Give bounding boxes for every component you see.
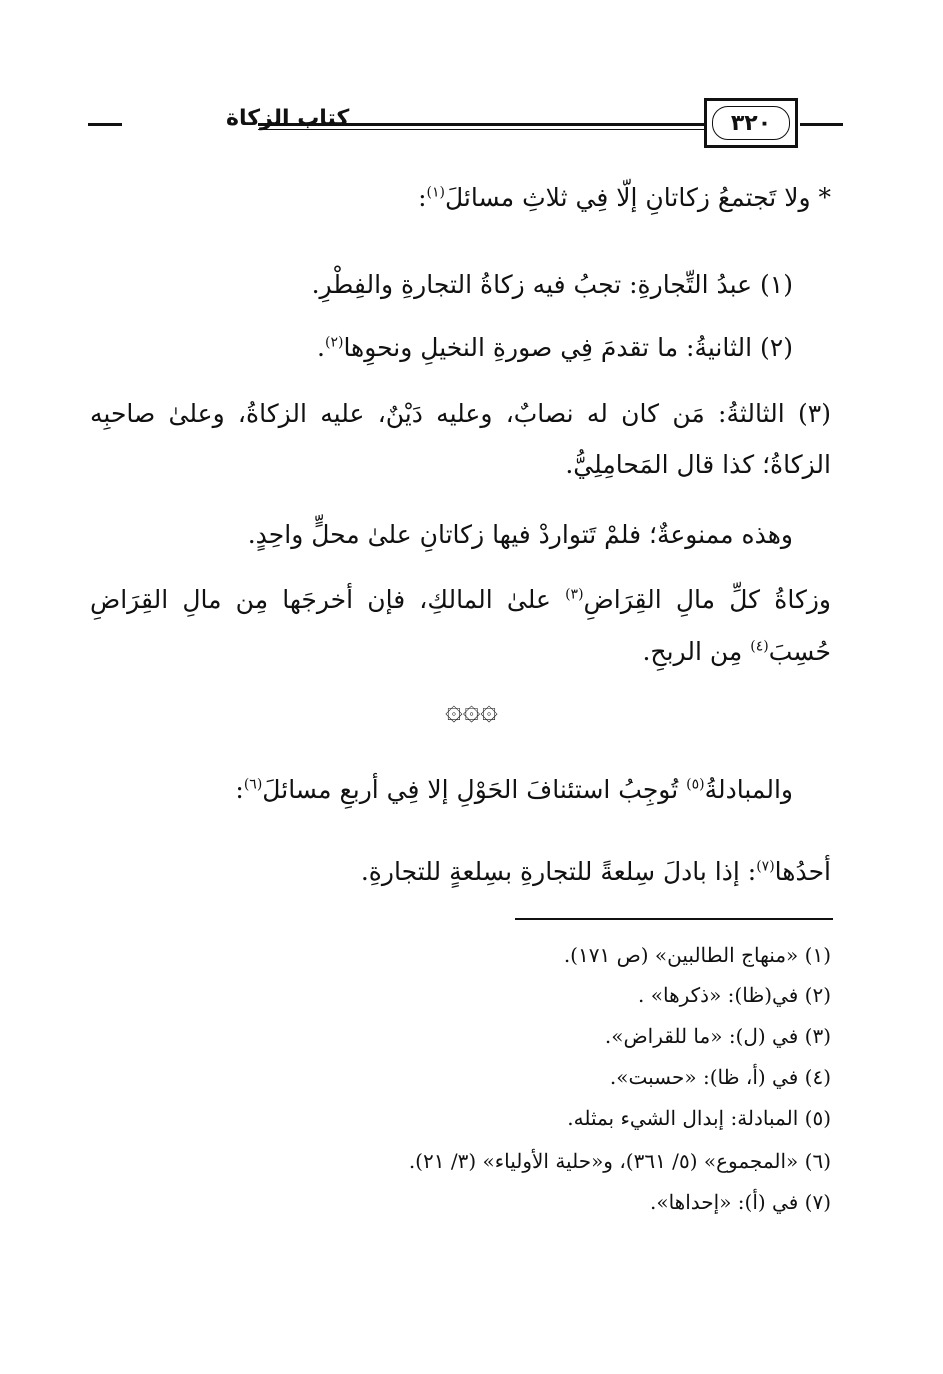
item-2-text: (٢) الثانيةُ: ما تقدمَ فِي صورةِ النخيلِ ونحوِها xyxy=(343,333,793,362)
footnote-2: (٢) في(ظا): «ذكرها» . xyxy=(638,983,831,1007)
first-case-b: : إذا بادلَ سِلعةً للتجارةِ بسِلعةٍ للتجارةِ. xyxy=(360,857,757,886)
footnote-4: (٤) في (أ، ظا): «حسبت». xyxy=(609,1065,831,1089)
footnote-6: (٦) «المجموع» (٥/ ٣٦١)، و«حلية الأولياء» (٣/ ٢١). xyxy=(408,1149,831,1173)
section-separator-ornament: ۞۞۞ xyxy=(445,692,498,727)
footnote-ref-1: (١) xyxy=(426,184,445,201)
qirad-text-a: وزكاةُ كلِّ مالِ القِرَاضِ xyxy=(583,585,831,614)
header-rule-right xyxy=(800,123,843,126)
first-case-line xyxy=(361,852,831,892)
exchange-line xyxy=(235,770,793,810)
footnote-1: (١) «منهاج الطالبين» (ص ١٧١). xyxy=(563,943,831,967)
page-number: ٣٢٠ xyxy=(712,106,790,140)
footnote-5: (٥) المبادلة: إبدال الشيء بمثله. xyxy=(567,1106,831,1130)
qirad-line-2 xyxy=(642,632,831,672)
header-rule-left xyxy=(88,123,122,126)
exchange-colon: : xyxy=(235,775,244,804)
intro-line xyxy=(418,178,831,218)
footnote-ref-2: (٢) xyxy=(324,334,344,351)
qirad-text-b: علىٰ المالكِ، فإن أخرجَها مِن مالِ القِرَاضِ xyxy=(90,585,551,614)
intro-text: * ولا تَجتمعُ زكاتانِ إلّا فِي ثلاثِ مسائلَ xyxy=(445,183,831,212)
exchange-text-b: تُوجِبُ استئنافَ الحَوْلِ إلا فِي أربعِ مسائلَ xyxy=(262,775,679,804)
item-3-line-1: (٣) الثالثةُ: مَن كان له نصابٌ، وعليه دَيْنٌ، عليه الزكاةُ، وعلىٰ صاحبِه xyxy=(90,399,831,428)
item-2 xyxy=(317,328,793,368)
item-3-line-2: الزكاةُ؛ كذا قال المَحامِلِيُّ. xyxy=(565,450,831,479)
footnote-ref-5: (٥) xyxy=(686,776,705,793)
page-header xyxy=(88,96,843,152)
item-2-end: . xyxy=(317,333,325,362)
qirad-text-c: حُسِبَ xyxy=(768,637,831,666)
footnote-ref-6: (٦) xyxy=(243,776,263,793)
running-title: كتاب الزكاة xyxy=(226,106,350,131)
intro-colon: : xyxy=(418,183,427,212)
footnote-ref-4: (٤) xyxy=(750,638,769,655)
item-1: (١) عبدُ التِّجارةِ: تجبُ فيه زكاةُ التجارةِ والفِطْرِ. xyxy=(311,270,793,299)
exchange-text-a: والمبادلةُ xyxy=(704,775,793,804)
footnote-7: (٧) في (أ): «إحداها». xyxy=(649,1190,831,1214)
first-case-a: أحدُها xyxy=(774,857,831,886)
footnote-ref-7: (٧) xyxy=(756,858,775,875)
page-number-frame xyxy=(704,98,798,148)
footnote-rule xyxy=(515,918,833,920)
note-paragraph: وهذه ممنوعةٌ؛ فلمْ تَتواردْ فيها زكاتانِ علىٰ محلٍّ واحِدٍ. xyxy=(247,520,793,549)
footnote-3: (٣) في (ل): «ما للقراض». xyxy=(604,1024,831,1048)
qirad-text-d: مِن الربحِ. xyxy=(642,637,743,666)
footnote-ref-3: (٣) xyxy=(565,586,584,603)
qirad-line-1 xyxy=(90,580,831,620)
